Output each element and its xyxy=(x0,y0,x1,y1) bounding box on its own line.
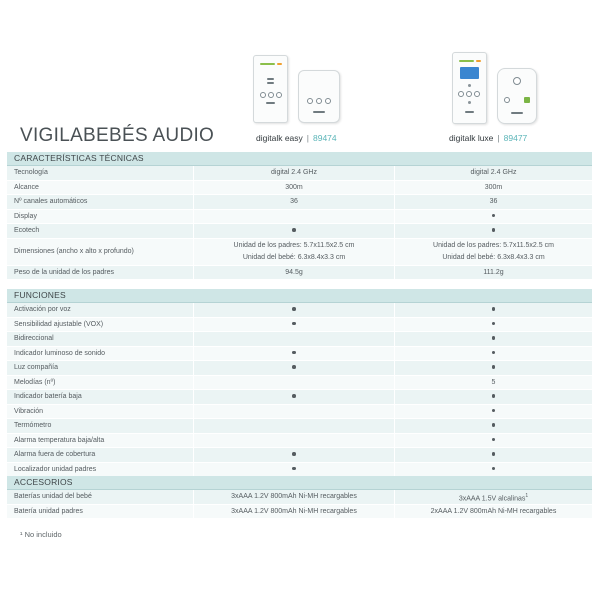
cell-easy xyxy=(193,195,394,209)
table-row xyxy=(7,347,592,362)
cell-luxe xyxy=(394,419,592,433)
row-label: Localizador unidad padres xyxy=(7,463,193,477)
row-label: Dimensiones (ancho x alto x profundo) xyxy=(7,239,193,265)
row-label: Indicador luminoso de sonido xyxy=(7,347,193,361)
row-label: Alcance xyxy=(7,181,193,195)
cell-luxe xyxy=(394,210,592,224)
cell-easy xyxy=(193,463,394,477)
cell-easy xyxy=(193,210,394,224)
row-label: Bidireccional xyxy=(7,332,193,346)
check-bullet-icon xyxy=(492,351,496,355)
cell-easy xyxy=(193,434,394,448)
table-row xyxy=(7,266,592,281)
cell-easy xyxy=(193,376,394,390)
page-title: VIGILABEBÉS AUDIO xyxy=(20,125,215,146)
table-row xyxy=(7,361,592,376)
check-bullet-icon xyxy=(492,336,496,340)
table-row xyxy=(7,166,592,181)
table-row xyxy=(7,318,592,333)
row-label: Vibración xyxy=(7,405,193,419)
check-bullet-icon xyxy=(492,409,496,413)
cell-value: digital 2.4 GHz xyxy=(271,169,317,176)
cell-line: Unidad de los padres: 5.7x11.5x2.5 cm xyxy=(433,241,554,249)
section-functions xyxy=(7,289,592,477)
cell-easy xyxy=(193,347,394,361)
table-row xyxy=(7,463,592,478)
cell-luxe xyxy=(394,490,592,504)
table-row xyxy=(7,224,592,239)
row-label: Batería unidad padres xyxy=(7,505,193,519)
cell-value: 300m xyxy=(285,183,303,191)
row-label: Ecotech xyxy=(7,224,193,238)
check-bullet-icon xyxy=(492,214,496,218)
cell-value: 5 xyxy=(491,378,496,386)
cell-easy xyxy=(193,166,394,180)
table-row xyxy=(7,505,592,520)
table-row xyxy=(7,376,592,391)
row-label: Indicador batería baja xyxy=(7,390,193,404)
row-label: Melodías (nº) xyxy=(7,376,193,390)
table-row xyxy=(7,390,592,405)
product-label-luxe: digitalk luxe | 89477 xyxy=(449,133,528,143)
cell-easy xyxy=(193,419,394,433)
section-specs xyxy=(7,152,592,280)
cell-easy xyxy=(193,361,394,375)
cell-luxe xyxy=(394,318,592,332)
row-label: Activación por voz xyxy=(7,303,193,317)
check-bullet-icon xyxy=(492,228,496,232)
check-bullet-icon xyxy=(492,322,496,326)
check-bullet-icon xyxy=(292,394,296,398)
check-bullet-icon xyxy=(292,467,296,471)
table-row xyxy=(7,434,592,449)
cell-luxe xyxy=(394,266,592,280)
cell-easy xyxy=(193,303,394,317)
table-row xyxy=(7,405,592,420)
table-row xyxy=(7,181,592,196)
baby-unit-easy xyxy=(298,70,340,123)
check-bullet-icon xyxy=(492,423,496,427)
parent-unit-easy xyxy=(253,55,288,123)
cell-value: 3xAAA 1.2V 800mAh Ni-MH recargables xyxy=(231,507,357,515)
cell-luxe xyxy=(394,376,592,390)
cell-luxe xyxy=(394,390,592,404)
cell-luxe xyxy=(394,239,592,265)
cell-easy xyxy=(193,266,394,280)
section-accessories xyxy=(7,476,592,519)
check-bullet-icon xyxy=(292,351,296,355)
cell-line: Unidad del bebé: 6.3x8.4x3.3 cm xyxy=(242,253,346,261)
footnote: ¹ No incluido xyxy=(20,530,62,539)
baby-unit-luxe xyxy=(497,68,537,124)
cell-easy xyxy=(193,224,394,238)
cell-line: Unidad del bebé: 6.3x8.4x3.3 cm xyxy=(442,253,545,261)
row-label: Termómetro xyxy=(7,419,193,433)
check-bullet-icon xyxy=(492,438,496,442)
table-row xyxy=(7,303,592,318)
table-row xyxy=(7,448,592,463)
check-bullet-icon xyxy=(292,365,296,369)
check-bullet-icon xyxy=(492,394,496,398)
section-title: ACCESORIOS xyxy=(7,476,592,490)
brand-logo xyxy=(258,61,283,67)
cell-easy xyxy=(193,239,394,265)
product-label-easy: digitalk easy | 89474 xyxy=(256,133,337,143)
row-label: Tecnología xyxy=(7,166,193,180)
cell-luxe xyxy=(394,361,592,375)
cell-luxe xyxy=(394,181,592,195)
row-label: Luz compañía xyxy=(7,361,193,375)
row-label: Alarma fuera de cobertura xyxy=(7,448,193,462)
table-row xyxy=(7,332,592,347)
check-bullet-icon xyxy=(292,228,296,232)
product-code: 89477 xyxy=(503,133,528,143)
cell-line: Unidad de los padres: 5.7x11.5x2.5 cm xyxy=(233,241,355,249)
row-label: Alarma temperatura baja/alta xyxy=(7,434,193,448)
cell-value: digital 2.4 GHz xyxy=(470,169,517,176)
cell-luxe xyxy=(394,195,592,209)
display-screen xyxy=(460,67,479,79)
product-code: 89474 xyxy=(313,133,337,143)
cell-value: 111.2g xyxy=(483,268,504,276)
cell-value: 36 xyxy=(489,198,498,205)
table-row xyxy=(7,490,592,505)
table-row xyxy=(7,195,592,210)
parent-unit-luxe xyxy=(452,52,487,124)
table-row xyxy=(7,239,592,266)
cell-value: 3xAAA 1.2V 800mAh Ni-MH recargables xyxy=(231,493,357,500)
cell-easy xyxy=(193,332,394,346)
cell-easy xyxy=(193,390,394,404)
row-label: Display xyxy=(7,210,193,224)
cell-luxe xyxy=(394,224,592,238)
cell-value: 2xAAA 1.2V 800mAh Ni-MH recargables xyxy=(430,507,557,515)
cell-value: 3xAAA 1.5V alcalinas xyxy=(458,495,526,503)
cell-value: 36 xyxy=(290,198,298,205)
check-bullet-icon xyxy=(292,452,296,456)
table-row xyxy=(7,210,592,225)
cell-luxe xyxy=(394,405,592,419)
cell-luxe xyxy=(394,463,592,477)
section-title: CARACTERÍSTICAS TÉCNICAS xyxy=(7,152,592,166)
cell-luxe xyxy=(394,303,592,317)
check-bullet-icon xyxy=(492,467,496,471)
cell-luxe xyxy=(394,505,592,519)
row-label: Baterías unidad del bebé xyxy=(7,490,193,504)
check-bullet-icon xyxy=(492,365,496,369)
table-row xyxy=(7,419,592,434)
cell-luxe xyxy=(394,347,592,361)
cell-luxe xyxy=(394,448,592,462)
cell-luxe xyxy=(394,332,592,346)
product-name: digitalk easy xyxy=(256,133,303,143)
cell-easy xyxy=(193,181,394,195)
row-label: Peso de la unidad de los padres xyxy=(7,266,193,280)
cell-easy xyxy=(193,505,394,519)
cell-easy xyxy=(193,405,394,419)
cell-value: 300m xyxy=(484,183,503,191)
brand-logo xyxy=(457,58,482,64)
check-bullet-icon xyxy=(292,307,296,311)
cell-easy xyxy=(193,448,394,462)
check-bullet-icon xyxy=(292,322,296,326)
check-bullet-icon xyxy=(492,452,496,456)
footnote-marker: 1 xyxy=(525,493,529,499)
section-title: FUNCIONES xyxy=(7,289,592,303)
cell-luxe xyxy=(394,166,592,180)
cell-luxe xyxy=(394,434,592,448)
product-name: digitalk luxe xyxy=(449,133,494,143)
cell-easy xyxy=(193,318,394,332)
check-bullet-icon xyxy=(492,307,496,311)
row-label: Sensibilidad ajustable (VOX) xyxy=(7,318,193,332)
row-label: Nº canales automáticos xyxy=(7,195,193,209)
cell-value: 94.5g xyxy=(285,268,303,276)
cell-easy xyxy=(193,490,394,504)
